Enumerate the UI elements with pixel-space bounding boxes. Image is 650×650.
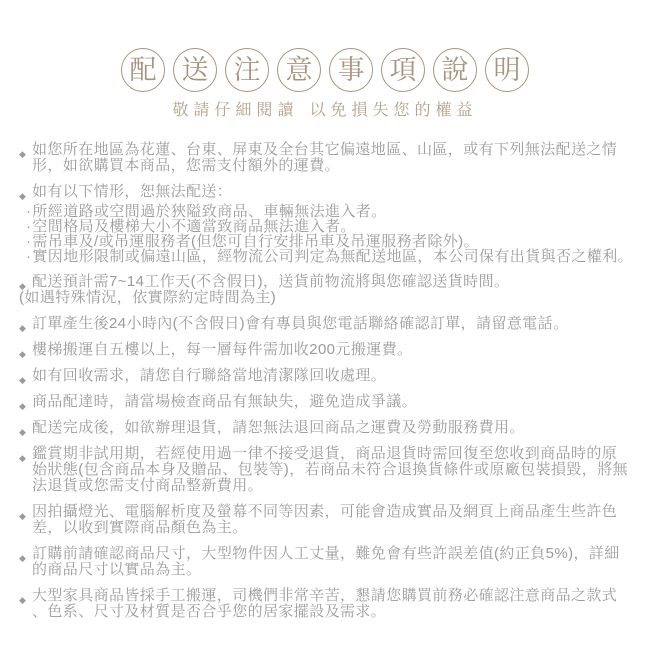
title-character: 事 (337, 54, 365, 85)
diamond-bullet-icon: ◆ (19, 190, 26, 201)
diamond-bullet-icon: ◆ (19, 348, 26, 359)
sub-notice-text: 實因地形限制或偏遠山區，經物流公司判定為無配送地區，本公司保有出貨與否之權利。 (32, 248, 634, 265)
diamond-bullet-icon: ◆ (19, 552, 26, 563)
notice-item (20, 546, 632, 578)
notice-text: 配送預計需7~14工作天(不含假日)，送貨前物流將與您確認送貨時間。 (32, 273, 510, 290)
diamond-bullet-icon: ◆ (19, 594, 26, 605)
sub-notice-item (26, 234, 632, 249)
sub-notice-text: 空間格局及樓梯大小不適當致商品無法進入者。 (32, 218, 356, 235)
diamond-bullet-icon: ◆ (19, 280, 26, 291)
notice-text: 因拍攝燈光、電腦解析度及螢幕不同等因素，可能會造成實品及網頁上商品產生些許色差，以收到實際商品顏色為主。 (32, 503, 618, 536)
diamond-bullet-icon: ◆ (19, 452, 26, 463)
header (0, 0, 650, 120)
title-character: 注 (233, 54, 261, 85)
notice-item (20, 342, 632, 358)
notice-item (20, 368, 632, 384)
sub-notice-text: 需吊車及/或吊運服務者(但您可自行安排吊車及吊運服務者除外)。 (32, 233, 479, 250)
notice-item (20, 504, 632, 536)
notice-item (20, 316, 632, 332)
dot-bullet-icon: · (26, 248, 32, 265)
sub-notice-item (26, 219, 632, 234)
notice-item (20, 446, 632, 494)
notice-text: 商品配達時，請當場檢查商品有無缺失，避免造成爭議。 (32, 393, 418, 410)
title-character: 說 (441, 54, 469, 85)
notice-text: 如有以下情形，恕無法配送： (32, 183, 233, 200)
page-subtitle (0, 97, 650, 120)
title-circle (485, 48, 529, 92)
notice-note: (如遇特殊情況，依實際約定時間為主) (19, 289, 277, 306)
diamond-bullet-icon: ◆ (19, 426, 26, 437)
notice-text: 如有回收需求，請您自行聯絡當地清潔隊回收處理。 (32, 367, 387, 384)
title-character: 項 (389, 54, 417, 85)
title-circle (433, 48, 477, 92)
subtitle-text-right: 以免損失您的權益 (309, 102, 478, 119)
sub-notice-item (26, 249, 632, 264)
title-circle (225, 48, 269, 92)
title-circle (329, 48, 373, 92)
title-circle (173, 48, 217, 92)
notice-text: 配送完成後，如欲辦理退貨，請恕無法退回商品之運費及勞動服務費用。 (32, 419, 525, 436)
notice-item (20, 420, 632, 436)
notice-text: 鑑賞期非試用期，若經使用過一律不接受退貨，商品退貨時需回復至您收到商品時的原始狀態(包含商品本身及贈品、包裝等)，若商品未符合退換貨條件或原廠包裝損毀，將無法退貨或您需支付商品整新費用。 (32, 445, 628, 494)
sub-notice-list (26, 204, 632, 264)
diamond-bullet-icon: ◆ (19, 148, 26, 159)
title-circle (277, 48, 321, 92)
sub-notice-text: 所經道路或空間過於狹隘致商品、車輛無法進入者。 (32, 203, 387, 220)
title-circle (381, 48, 425, 92)
sub-notice-item (26, 204, 632, 219)
title-character: 明 (493, 54, 521, 85)
notice-text: 訂單產生後24小時內(不含假日)會有專員與您電話聯絡確認訂單，請留意電話。 (32, 315, 569, 332)
title-character: 意 (285, 54, 313, 85)
subtitle-text-left: 敬請仔細閱讀 (172, 102, 299, 119)
title-character: 配 (129, 54, 157, 85)
diamond-bullet-icon: ◆ (19, 510, 26, 521)
notice-text: 訂購前請確認商品尺寸，大型物件因人工丈量，難免會有些許誤差值(約正負5%)，詳細的商品尺寸以實品為主。 (32, 545, 620, 578)
notice-item (20, 394, 632, 410)
notice-text: 如您所在地區為花蓮、台東、屏東及全台其它偏遠地區、山區，或有下列無法配送之情形，如欲購買本商品，您需支付額外的運費。 (32, 141, 618, 174)
notice-text: 大型家具商品皆採手工搬運，司機們非常辛苦，懇請您購買前務必確認注意商品之款式、色系、尺寸及材質是否合乎您的居家擺設及需求。 (32, 587, 618, 620)
title-circle (121, 48, 165, 92)
notice-item (20, 588, 632, 620)
diamond-bullet-icon: ◆ (19, 322, 26, 333)
notice-item (20, 274, 632, 306)
notice-item (20, 184, 632, 264)
diamond-bullet-icon: ◆ (19, 400, 26, 411)
dot-bullet-icon: · (26, 203, 32, 220)
page-title (0, 48, 650, 92)
notice-list (20, 142, 632, 620)
diamond-bullet-icon: ◆ (19, 374, 26, 385)
dot-bullet-icon: · (26, 218, 32, 235)
title-character: 送 (181, 54, 209, 85)
notice-text: 樓梯搬運自五樓以上，每一層每件需加收200元搬運費。 (32, 341, 413, 358)
dot-bullet-icon: · (26, 233, 32, 250)
notice-item (20, 142, 632, 174)
